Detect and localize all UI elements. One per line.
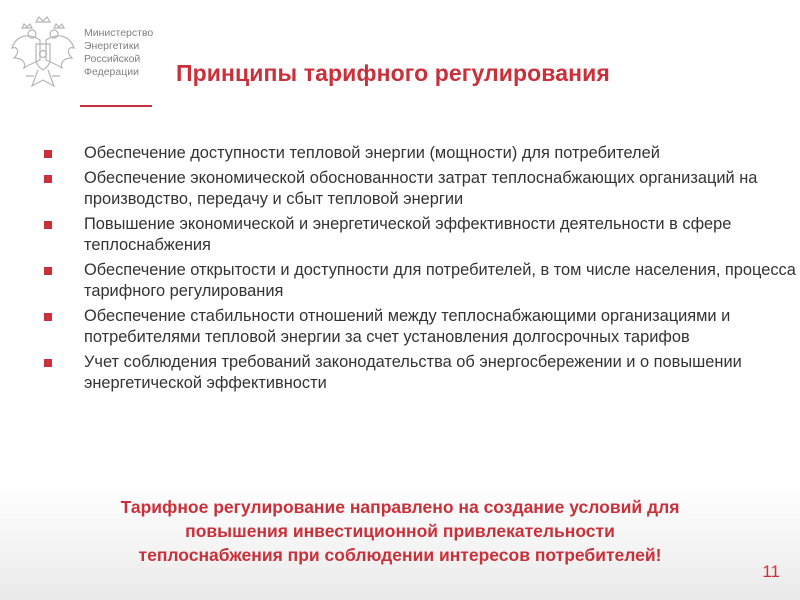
list-item	[44, 306, 796, 348]
list-item-text: Учет соблюдения требований законодательства об энергосбережении и о повышении энергетической эффективности	[84, 353, 742, 392]
list-item-text: Обеспечение доступности тепловой энергии (мощности) для потребителей	[84, 144, 660, 162]
bullet-square-icon	[44, 150, 52, 158]
list-item	[44, 168, 796, 210]
bullet-square-icon	[44, 221, 52, 229]
bullet-square-icon	[44, 175, 52, 183]
ministry-name	[84, 27, 164, 79]
list-item	[44, 352, 796, 394]
ministry-line: Федерации	[84, 66, 139, 78]
conclusion-line: повышения инвестиционной привлекательности	[185, 521, 615, 541]
coat-of-arms-icon	[10, 14, 76, 94]
list-item-text: Повышение экономической и энергетической эффективности деятельности в сфере теплоснабжения	[84, 215, 732, 254]
conclusion-text	[40, 495, 760, 567]
list-item	[44, 143, 796, 164]
ministry-line: Энергетики	[84, 40, 140, 52]
list-item	[44, 260, 796, 302]
slide-title: Принципы тарифного регулирования	[176, 60, 610, 86]
conclusion-line: теплоснабжения при соблюдении интересов потребителей!	[138, 545, 662, 565]
conclusion-line: Тарифное регулирование направлено на создание условий для	[120, 497, 680, 517]
list-item	[44, 214, 796, 256]
page-number: 11	[762, 562, 780, 581]
bullet-square-icon	[44, 359, 52, 367]
list-item-text: Обеспечение открытости и доступности для потребителей, в том числе населения, процесса тарифного регулирования	[84, 261, 796, 300]
ministry-line: Министерство	[84, 27, 154, 39]
list-item-text: Обеспечение экономической обоснованности затрат теплоснабжающих организаций на производство, передачу и сбыт тепловой энергии	[84, 169, 758, 208]
bullet-square-icon	[44, 267, 52, 275]
principles-list	[44, 143, 796, 398]
list-item-text: Обеспечение стабильности отношений между теплоснабжающими организациями и потребителями тепловой энергии за счет установления долгосрочных тарифов	[84, 307, 731, 346]
bullet-square-icon	[44, 313, 52, 321]
header-divider	[80, 105, 152, 107]
ministry-line: Российской	[84, 53, 141, 65]
